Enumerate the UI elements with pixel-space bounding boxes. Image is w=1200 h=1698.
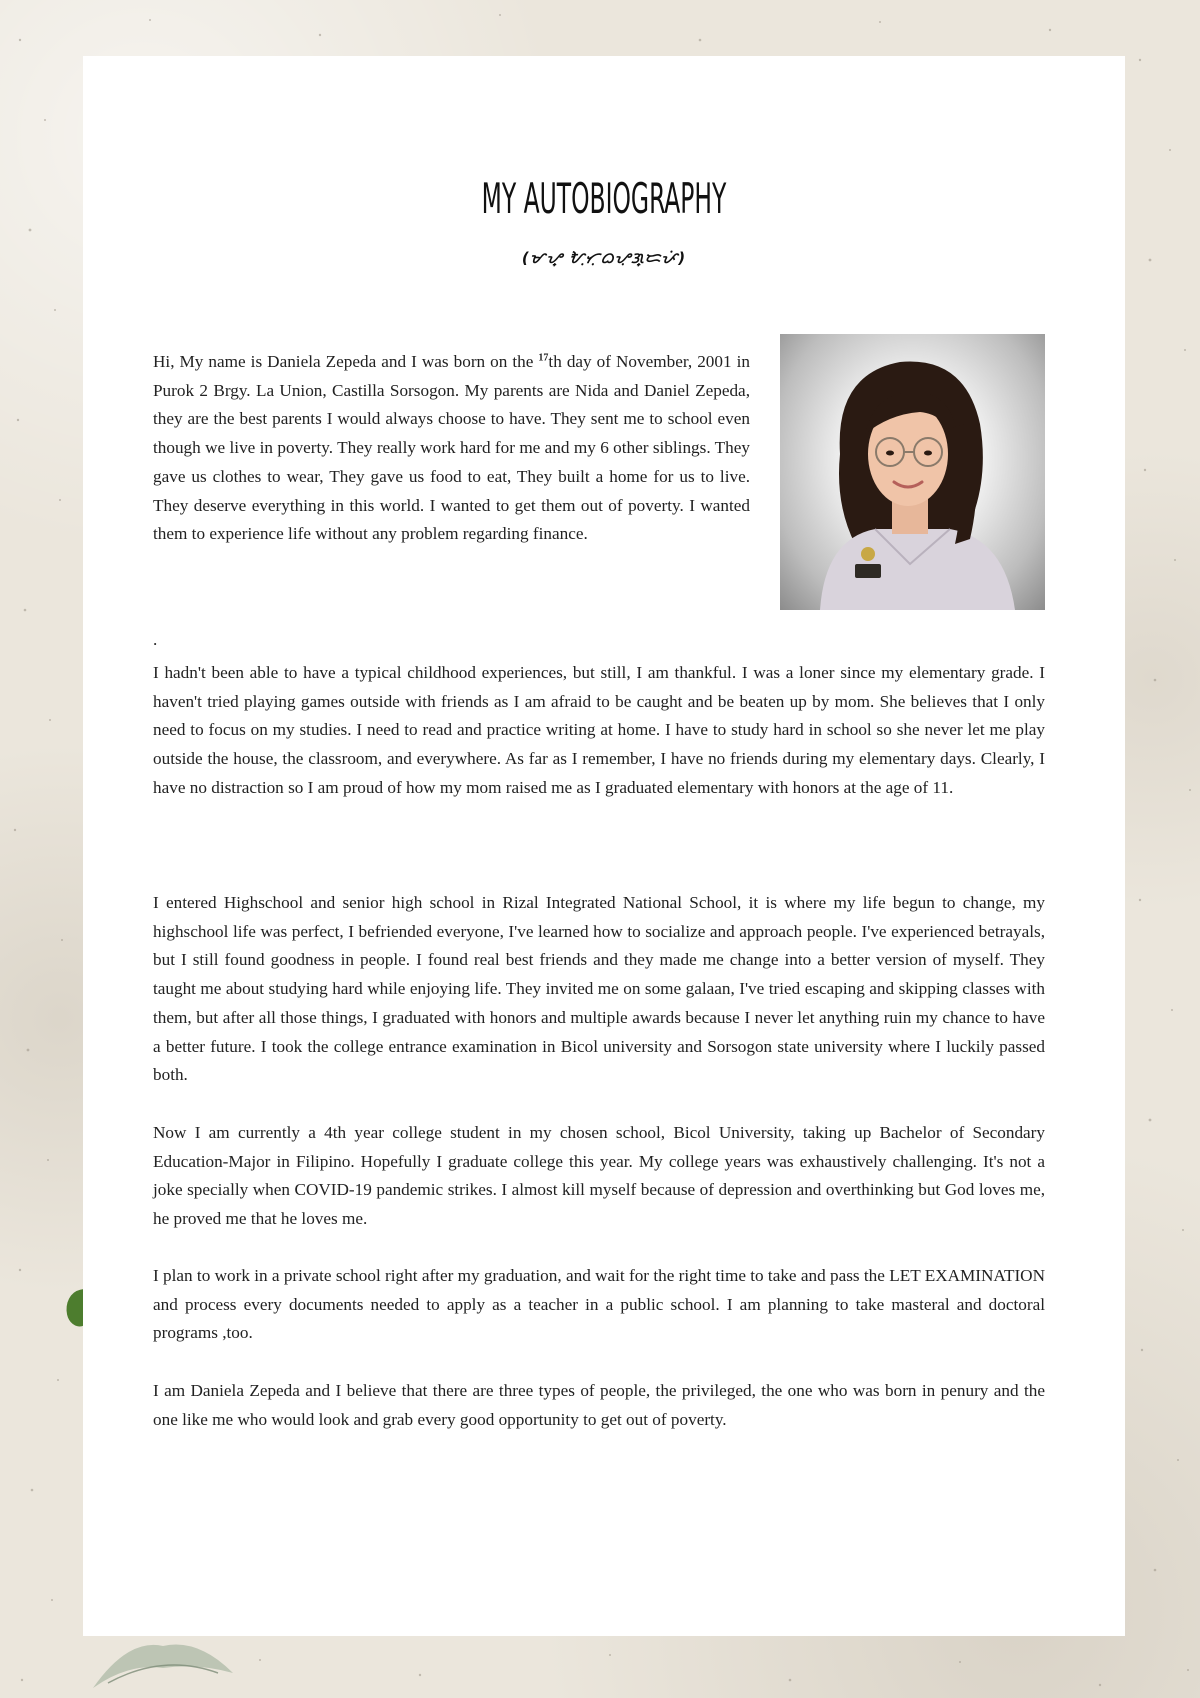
paragraph-intro-rest: th day of November, 2001 in Purok 2 Brgy. La Union, Castilla Sorsogon. My parents are Nida and Daniel Zepeda, they are the best parents I would always choose to have. They sent me to school even though we live in poverty. They really work hard for me and my 6 other siblings. They gave us clothes to wear, They gave us food to eat, They built a home for us to live. They deserve everything in this world. I wanted to get them out of poverty. I wanted them to experience life without any problem regarding finance.: [153, 352, 750, 544]
portrait-photo: [780, 334, 1045, 610]
birth-day-number: 17: [538, 352, 549, 364]
paragraph-childhood: I hadn't been able to have a typical childhood experiences, but still, I am thankful. I was a loner since my elementary grade. I haven't tried playing games outside with friends as I am afraid to be caught and be beaten up by mom. She believes that I only need to focus on my studies. I need to read and practice writing at home. I have to study hard in school so she never let me play outside the house, the classroom, and everywhere. As far as I remember, I have no friends during my elementary days. Clearly, I have no distraction so I am proud of how my mom raised me as I graduated elementary with honors at the age of 11.: [153, 663, 1045, 797]
paragraph-intro-start: Hi, My name is Daniela Zepeda and I was born on the: [153, 352, 539, 371]
paragraph-plans: I plan to work in a private school right after my graduation, and wait for the right time to take and pass the LET EXAMINATION and process every documents needed to apply as a teacher in a public school. I am planning to take masteral and doctoral programs ,too.: [153, 1266, 1045, 1343]
page-title: MY AUTOBIOGRAPHY: [481, 174, 727, 223]
paragraph-college: Now I am currently a 4th year college student in my chosen school, Bicol University, taking up Bachelor of Secondary Education-Major in Filipino. Hopefully I graduate college this year. My college years was exhaustively challenging. It's not a joke specially when COVID-19 pandemic strikes. I almost kill myself because of depression and overthinking but God loves me, he proved me that he loves me.: [153, 1123, 1045, 1229]
page-subtitle: (ᜋᜌ᜔ ᜀᜓᜆᜓᜊᜌᜓᜄ᜔ᜇᜉᜒ): [521, 249, 687, 267]
paragraph-intro: [153, 348, 750, 549]
paragraph-conclusion: I am Daniela Zepeda and I believe that there are three types of people, the privileged, the one who was born in penury and the one like me who would look and grab every good opportunity to get out of poverty.: [153, 1381, 1045, 1429]
separator-dot: .: [153, 630, 158, 649]
portrait-illustration: [780, 334, 1045, 610]
document-page: [83, 56, 1125, 1636]
paragraph-highschool: I entered Highschool and senior high school in Rizal Integrated National School, it is where my life begun to change, my highschool life was perfect, I befriended everyone, I've learned how to socialize and approach people. I've experienced betrayals, but I still found goodness in people. I found real best friends and they made me change into a better version of myself. They taught me about studying hard while enjoying life. They invited me on some galaan, I've tried escaping and skipping classes with them, but after all those things, I graduated with honors and multiple awards because I never let anything ruin my chance to have a better future. I took the college entrance examination in Bicol university and Sorsogon state university where I luckily passed both.: [153, 893, 1045, 1085]
leaf-bottom-decoration: [88, 1628, 238, 1698]
